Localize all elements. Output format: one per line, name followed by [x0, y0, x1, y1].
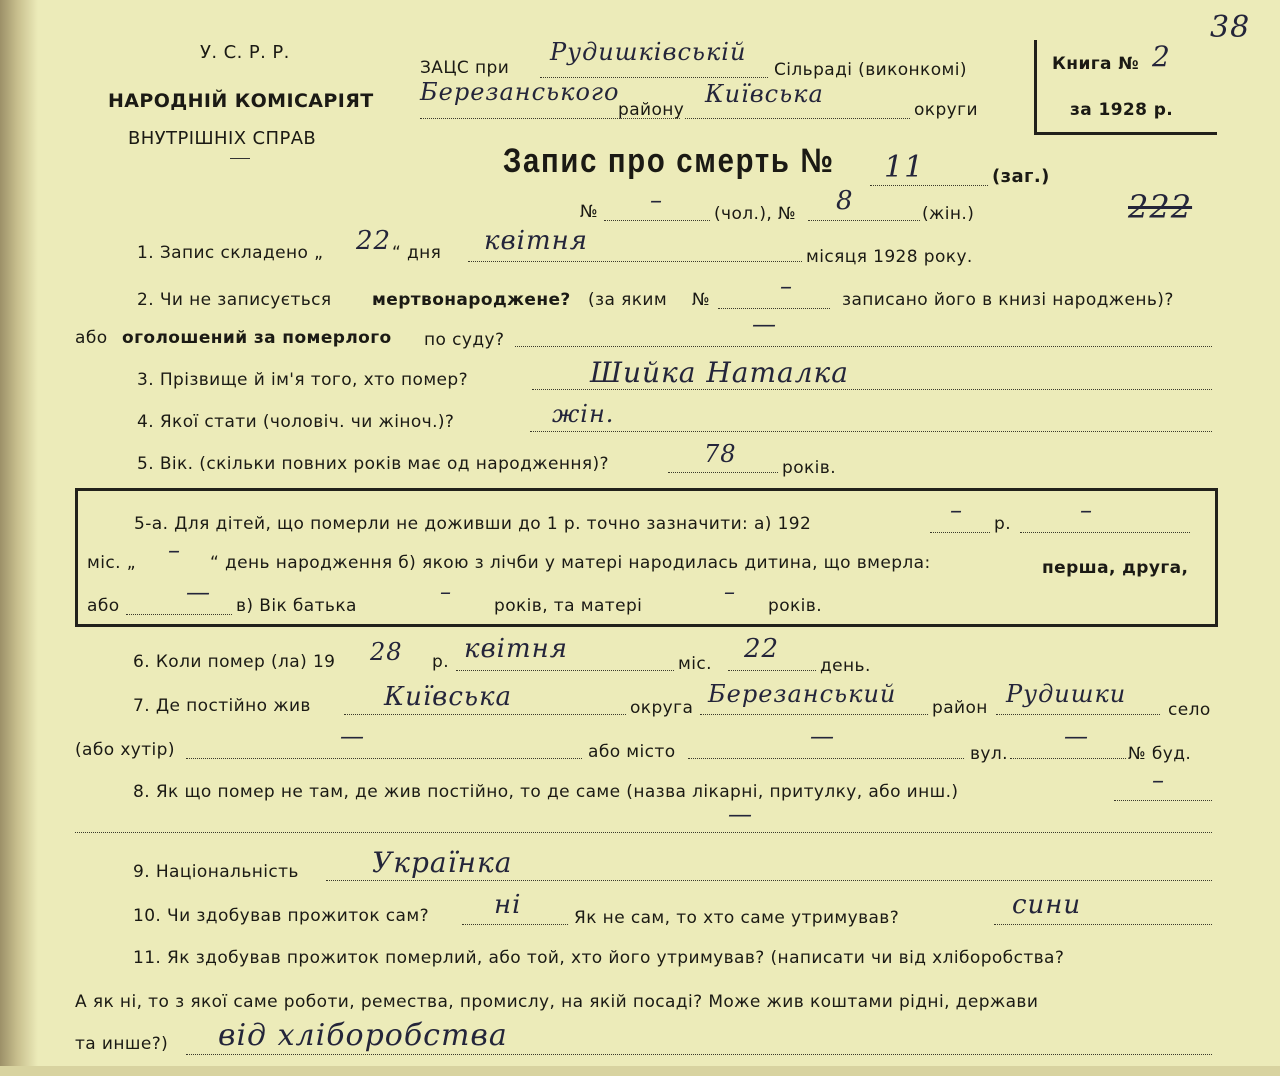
- q3-name-value: Шийка Наталка: [590, 356, 849, 389]
- q5a-mother-age: –: [724, 580, 736, 605]
- q2-line1-no: №: [692, 290, 711, 310]
- q2-court-line: [515, 346, 1212, 347]
- q10-value2: сини: [1012, 890, 1082, 920]
- q2-declared-dead: оголошений за померлого: [122, 328, 392, 348]
- q1-day: 22: [356, 226, 392, 256]
- q11-line2: А як ні, то з якої саме роботи, ремества, промислу, на якій посаді? Може жив коштами рідні, держави: [75, 992, 1039, 1012]
- q4-sex-value: жін.: [552, 400, 615, 428]
- q2-birth-number-line: [718, 308, 830, 309]
- q5a-line1: 5-а. Для дітей, що померли не доживши до 1 р. точно зазначити: а) 192: [134, 514, 812, 534]
- zags-okrug-line: [685, 118, 910, 119]
- q6-mis: міс.: [678, 654, 712, 674]
- q6-day: 22: [744, 634, 780, 664]
- q6-month: квітня: [464, 634, 568, 664]
- q5a-line3-d: років.: [768, 596, 823, 616]
- q5-age-value: 78: [704, 440, 737, 468]
- q5-age-line: [668, 472, 778, 473]
- q7-line2-d: № буд.: [1128, 744, 1192, 764]
- q2-line2-a: або: [75, 328, 108, 348]
- q7-line1-a: 7. Де постійно жив: [133, 696, 311, 716]
- q7-village-value: Рудишки: [1006, 680, 1127, 708]
- q6-suffix: день.: [820, 656, 871, 676]
- q5a-year-line: [930, 532, 990, 533]
- q5a-r-value: –: [1080, 496, 1093, 524]
- q7-line2-c: вул.: [970, 744, 1008, 764]
- q10-label: 10. Чи здобував прожиток сам?: [133, 906, 430, 926]
- q5-suffix: років.: [782, 458, 837, 478]
- zags-okrug-value: Київська: [705, 80, 824, 108]
- q1-suffix: місяця 1928 року.: [806, 247, 973, 267]
- crossed-number: 222: [1128, 188, 1193, 226]
- q7-line1-c: район: [932, 698, 988, 718]
- q8-value2: —: [728, 800, 753, 828]
- q5a-line2-b: “ день народження б) якою з лічби у матері народилась дитина, що вмерла:: [210, 553, 931, 573]
- q7-district-line: [700, 714, 928, 715]
- record-number: 11: [884, 150, 925, 185]
- q5a-line2-value: –: [168, 536, 181, 564]
- q5a-line2-a: міс. „: [87, 553, 136, 573]
- q2-line1-a: 2. Чи не записується: [137, 290, 332, 310]
- q1-prefix: 1. Запис складено „: [137, 243, 324, 263]
- male-number-value: –: [650, 186, 663, 214]
- q5a-line3-b: в) Вік батька: [236, 596, 357, 616]
- q5a-year-r: р.: [994, 514, 1011, 534]
- q11-value: від хліборобства: [218, 1018, 508, 1053]
- q7-street-value: —: [1064, 722, 1089, 750]
- q7-village-line: [996, 714, 1160, 715]
- q8-value1: –: [1152, 766, 1165, 794]
- q7-khutir-line: [186, 758, 582, 759]
- q6-prefix: 6. Коли помер (ла) 19: [133, 652, 336, 672]
- female-number-value: 8: [836, 186, 854, 216]
- q4-label: 4. Якої стати (чоловіч. чи жіноч.)?: [137, 412, 455, 432]
- book-number: 2: [1152, 40, 1171, 73]
- q10-label2: Як не сам, то хто саме утримував?: [574, 908, 900, 928]
- zags-district-suffix: району: [618, 100, 685, 120]
- q1-month: квітня: [484, 226, 588, 256]
- q5a-father-age: –: [440, 580, 452, 605]
- q5a-year-value: –: [950, 496, 963, 524]
- q7-okrug-line: [344, 714, 626, 715]
- q9-line: [326, 880, 1212, 881]
- q5a-line3-line: [126, 614, 232, 615]
- header-commissariat: НАРОДНІЙ КОМІСАРІЯТ: [108, 90, 374, 112]
- q7-okrug-value: Київська: [384, 682, 513, 712]
- q2-line1-c: (за яким: [588, 290, 668, 310]
- female-number-suffix: (жін.): [922, 204, 975, 224]
- zags-okrug-suffix: округи: [914, 100, 978, 120]
- q10-line2: [994, 924, 1212, 925]
- q7-street-line: [1010, 758, 1126, 759]
- q7-khutir-value: —: [340, 722, 365, 750]
- q3-label: 3. Прізвище й ім'я того, хто помер?: [137, 370, 469, 390]
- zags-prefix: ЗАЦС при: [420, 58, 510, 78]
- q7-city-value: —: [810, 722, 835, 750]
- q6-r: р.: [432, 652, 449, 672]
- q10-value: ні: [494, 890, 522, 920]
- male-number-prefix: №: [580, 202, 599, 222]
- q5a-line3-c: років, та матері: [494, 596, 643, 616]
- male-number-line: [604, 220, 710, 221]
- q8-line1: [1114, 800, 1212, 801]
- record-number-line: [870, 185, 988, 186]
- q5a-r-line: [1020, 532, 1190, 533]
- q7-line2-a: (або хутір): [75, 740, 175, 760]
- record-title: Запис про смерть №: [503, 142, 835, 180]
- q5-label: 5. Вік. (скільки повних років має од народження)?: [137, 454, 609, 474]
- q6-month-line: [456, 670, 674, 671]
- header-rule: [230, 158, 250, 159]
- male-number-suffix: (чол.), №: [714, 204, 797, 224]
- q11-line: [186, 1054, 1212, 1055]
- paper-edge-bottom: [0, 1066, 1280, 1076]
- q3-name-line: [532, 389, 1212, 390]
- q2-line1-e: записано його в книзі народжень)?: [842, 290, 1174, 310]
- q5a-line2-c: перша, друга,: [1042, 558, 1189, 578]
- q2-court-value: —: [752, 310, 777, 338]
- female-number-line: [808, 220, 920, 221]
- q8-line2: [75, 832, 1212, 833]
- q7-line1-d: село: [1168, 700, 1211, 720]
- zags-council-suffix: Сільраді (виконкомі): [774, 60, 967, 80]
- q1-mid: “ дня: [392, 243, 442, 263]
- q10-line1: [462, 924, 568, 925]
- q4-sex-line: [530, 431, 1212, 432]
- q2-birth-number-value: –: [780, 272, 793, 300]
- q5a-line3-value: —: [186, 578, 211, 606]
- header-ussr: У. С. Р. Р.: [200, 42, 290, 63]
- q11-line3: та инше?): [75, 1034, 169, 1054]
- header-internal-affairs: ВНУТРІШНІХ СПРАВ: [128, 128, 317, 149]
- zags-district-value: Березанського: [420, 78, 620, 106]
- q7-city-line: [688, 758, 964, 759]
- q5a-line3-a: або: [87, 596, 120, 616]
- zags-council-value: Рудишківській: [550, 38, 747, 66]
- q7-line2-b: або місто: [588, 742, 676, 762]
- q9-label: 9. Національність: [133, 862, 299, 882]
- q8-label: 8. Як що помер не там, де жив постійно, то де саме (назва лікарні, притулку, або инш.): [133, 782, 959, 802]
- q7-line1-b: округа: [630, 698, 694, 718]
- archive-page-number: 38: [1210, 10, 1251, 45]
- q7-district-value: Березанський: [708, 680, 897, 708]
- book-label: Книга №: [1052, 54, 1140, 74]
- q6-year: 28: [370, 638, 403, 666]
- q2-stillborn: мертвонароджене?: [372, 290, 571, 310]
- record-general-suffix: (заг.): [992, 166, 1050, 187]
- q11-line1: 11. Як здобував прожиток померлий, або той, хто його утримував? (написати чи від хліборобства?: [133, 948, 1065, 968]
- paper-edge-left: [0, 0, 38, 1076]
- q6-day-line: [728, 670, 816, 671]
- q1-month-line: [468, 261, 802, 262]
- book-year: за 1928 р.: [1070, 100, 1174, 120]
- q9-value: Українка: [372, 846, 513, 879]
- q2-line2-c: по суду?: [424, 330, 505, 350]
